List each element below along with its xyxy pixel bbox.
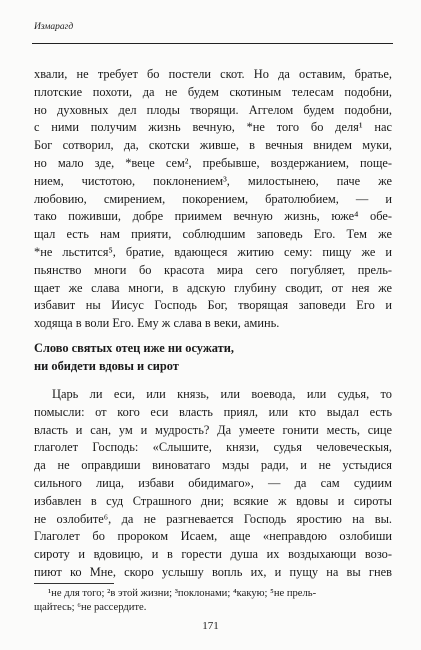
text-line: сильного лица, избави обидимаго», — да сам судиим bbox=[34, 475, 392, 490]
heading-line: Слово святых отец иже ни осужати, bbox=[34, 341, 235, 355]
footnote-rule bbox=[34, 583, 114, 584]
running-head: Измарагд bbox=[34, 22, 74, 32]
text-line: не озлобите⁶, да не разгневается Господь яростию на вы. bbox=[34, 511, 392, 526]
page-number: 171 bbox=[202, 620, 219, 632]
text-line: щает же слава многи, в адскую глубину сводит, от нея же bbox=[34, 280, 392, 295]
text-line: нием, чистотою, поклонением³, милостынею, паче же bbox=[34, 173, 392, 188]
text-line: с ними получим жизнь вечную, *не того бо деля¹ нас bbox=[34, 120, 392, 135]
text-line: избавит ны Иисус Господь Бог, творящая заповеди Его и bbox=[34, 298, 392, 313]
text-line: власть и сан, ум и мудрость? Да умеете гонити месть, сице bbox=[34, 422, 392, 437]
footnote-line: щайтесь; ⁶не рассердите. bbox=[34, 602, 147, 613]
text-line: плотские похоти, да не будем скотиным телесам подобни, bbox=[34, 84, 392, 99]
header-rule bbox=[32, 43, 393, 44]
text-line: *не льстится⁵, братие, вдающеся житию сему: пищу же и bbox=[34, 244, 392, 259]
paragraph-1 bbox=[34, 66, 392, 333]
text-line: хвали, не требует бо постели скот. Но да оставим, братье, bbox=[34, 67, 392, 81]
text-line: любовию, смирением, покорением, братолюбием, — и bbox=[34, 191, 392, 206]
text-line: пьянство многи бо красота мира сего погубляет, прель- bbox=[34, 262, 392, 277]
text-line: но духовных дел плоды творящи. Аггелом будем подобни, bbox=[34, 102, 392, 117]
text-line: помысли: от кого еси власть приял, или кто выдал есть bbox=[34, 404, 392, 419]
text-line: пиют ко Мне, скоро услышу вопль их, и пущу на вы гнев bbox=[34, 564, 392, 579]
text-line: щал есть нам прияти, соблюдшим заповедь Его. Тем же bbox=[34, 227, 392, 242]
text-line: Глаголет бо пророком Исаем, аще «неправдою озлобиши bbox=[34, 529, 392, 544]
footnote-line: ¹не для того; ²в этой жизни; ³поклонами; ⁴какую; ⁵не прель- bbox=[48, 588, 317, 599]
text-line: тако поживши, добре приимем вечную жизнь, юже⁴ обе- bbox=[34, 209, 392, 224]
text-line: сироту и вдовицю, и в горести душа их воздыхающи возо- bbox=[34, 547, 392, 562]
heading-line: ни обидети вдовы и сирот bbox=[34, 359, 179, 373]
text-line: Царь ли еси, или князь, или воевода, или судья, то bbox=[52, 387, 392, 401]
paragraph-2 bbox=[34, 386, 392, 582]
text-line: ходяща в воли Его. Ему ж слава в веки, аминь. bbox=[34, 316, 280, 331]
section-heading bbox=[34, 339, 234, 375]
text-line: глаголет Господь: «Слышите, князи, судья человеческыя, bbox=[34, 440, 392, 455]
text-line: Бог сотворил, да, скотски живше, в вечныя внидем муки, bbox=[34, 138, 392, 153]
text-line: но мало зде, *веце сем², пребывше, воздержанием, поще- bbox=[34, 155, 392, 170]
footnotes bbox=[34, 587, 392, 615]
text-line: да не оправдиши виноватаго мзды ради, и не устыдися bbox=[34, 458, 392, 473]
text-line: избавлен в суд Страшного дни; всякие ж вдовы и сироты bbox=[34, 493, 392, 508]
